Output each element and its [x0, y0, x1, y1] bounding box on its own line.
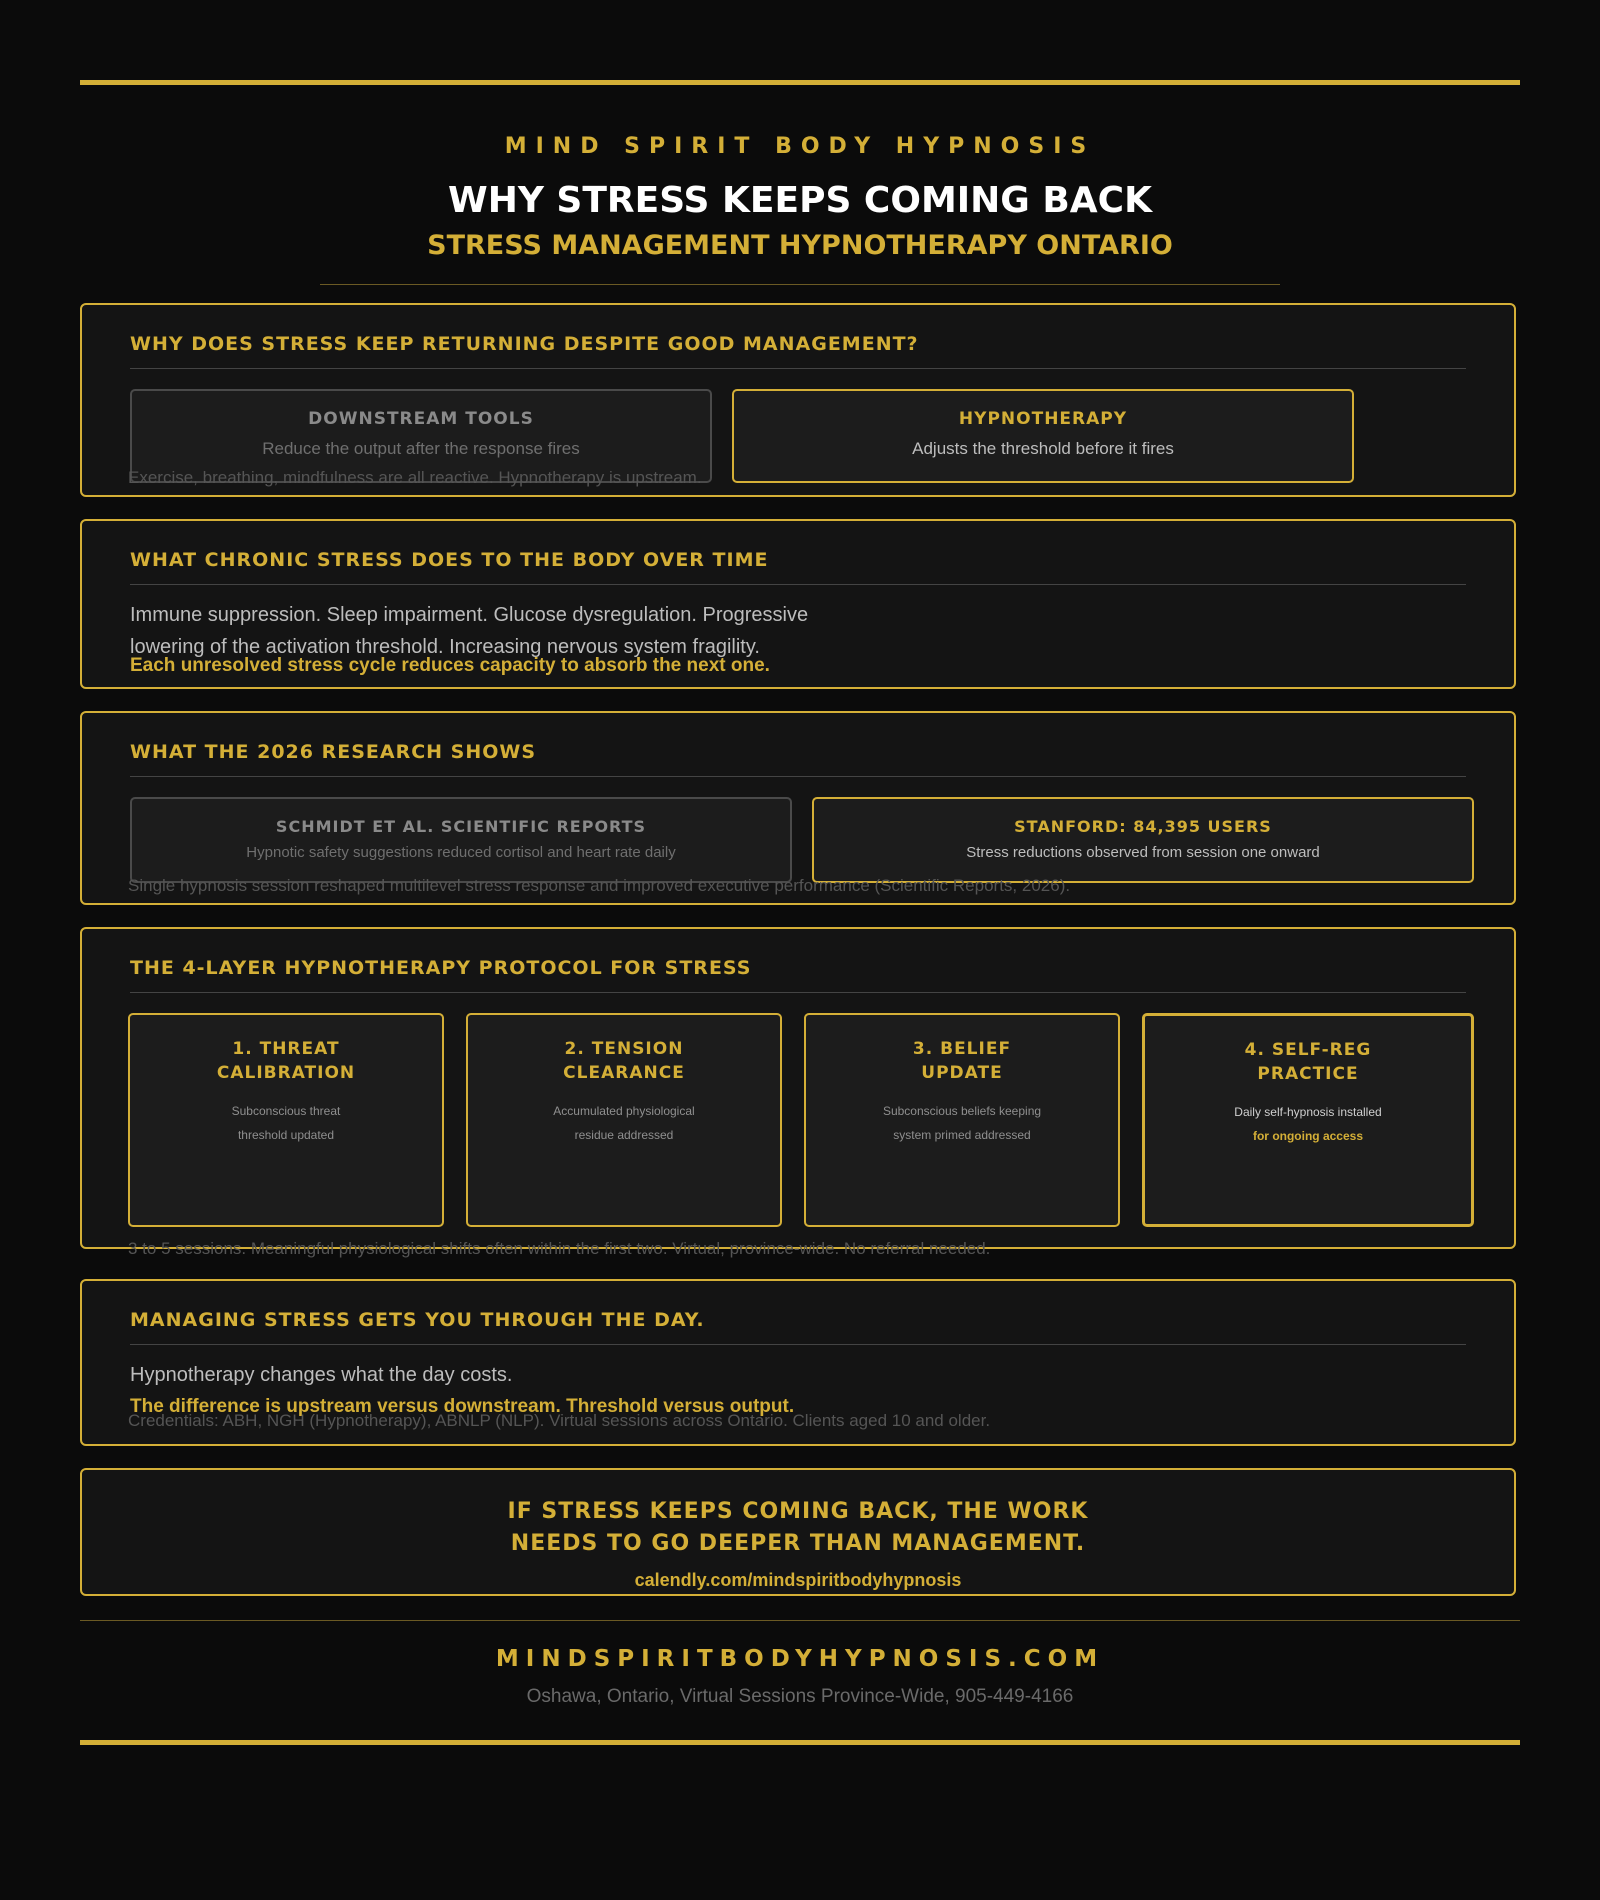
protocol-layer-card: [804, 1013, 1120, 1227]
layer-title: 4. SELF-REG PRACTICE: [1244, 1040, 1372, 1084]
box-title: DOWNSTREAM TOOLS: [308, 409, 534, 429]
section-divider: [130, 992, 1466, 993]
top-accent-bar: [80, 80, 1520, 85]
box-text: Stress reductions observed from session one onward: [966, 844, 1320, 861]
protocol-layer-card: [128, 1013, 444, 1227]
protocol-layer-card: [1142, 1013, 1474, 1227]
layer-title: 1. THREAT CALIBRATION: [216, 1039, 356, 1083]
section-note: Credentials: ABH, NGH (Hypnotherapy), ABNLP (NLP). Virtual sessions across Ontario. Clients aged 10 and older.: [128, 1411, 991, 1430]
highlight-text: The difference is upstream versus downstream. Threshold versus output.: [130, 1396, 795, 1417]
section-heading: WHAT CHRONIC STRESS DOES TO THE BODY OVER TIME: [130, 549, 769, 571]
section-divider: [130, 368, 1466, 369]
box-text: Hypnotic safety suggestions reduced cortisol and heart rate daily: [246, 844, 676, 861]
section-chronic-stress: [80, 519, 1516, 689]
call-to-action-panel: [80, 1468, 1516, 1596]
body-line: lowering of the activation threshold. Increasing nervous system fragility.: [130, 636, 760, 658]
box-title: STANFORD: 84,395 USERS: [1014, 817, 1272, 836]
section-divider: [130, 584, 1466, 585]
bottom-accent-bar: [80, 1740, 1520, 1745]
schmidt-study-box: [130, 797, 792, 883]
section-heading: WHY DOES STRESS KEEP RETURNING DESPITE GOOD MANAGEMENT?: [130, 333, 919, 355]
cta-heading: IF STRESS KEEPS COMING BACK, THE WORK NEEDS TO GO DEEPER THAN MANAGEMENT.: [507, 1499, 1089, 1556]
section-divider: [130, 776, 1466, 777]
section-note: Exercise, breathing, mindfulness are all reactive. Hypnotherapy is upstream.: [128, 468, 702, 487]
layer-title: 2. TENSION CLEARANCE: [563, 1039, 685, 1083]
layer-description: Subconscious beliefs keeping system primed addressed: [882, 1104, 1042, 1142]
header-divider: [320, 284, 1280, 285]
layer-description: Accumulated physiological residue addressed: [553, 1104, 695, 1142]
box-text: Adjusts the threshold before it fires: [912, 439, 1174, 458]
section-note: Single hypnosis session reshaped multilevel stress response and improved executive performance (Scientific Reports, 2026).: [128, 876, 1071, 895]
section-note: 3 to 5 sessions. Meaningful physiological shifts often within the first two. Virtual, province-wide. No referral needed.: [128, 1239, 991, 1258]
website-link[interactable]: MINDSPIRITBODYHYPNOSIS.COM: [495, 1646, 1105, 1672]
layer-description: Subconscious threat threshold updated: [231, 1104, 341, 1142]
section-heading: WHAT THE 2026 RESEARCH SHOWS: [130, 741, 537, 763]
section-heading: MANAGING STRESS GETS YOU THROUGH THE DAY.: [130, 1309, 705, 1331]
page-subtitle: STRESS MANAGEMENT HYPNOTHERAPY ONTARIO: [427, 230, 1173, 261]
section-heading: THE 4-LAYER HYPNOTHERAPY PROTOCOL FOR STRESS: [130, 957, 752, 979]
layer-description: Daily self-hypnosis installed for ongoing access: [1234, 1105, 1382, 1143]
section-protocol: [80, 927, 1516, 1249]
stanford-study-box: [812, 797, 1474, 883]
hypnotherapy-box: [732, 389, 1354, 483]
body-line: Hypnotherapy changes what the day costs.: [130, 1364, 513, 1386]
protocol-layer-card: [466, 1013, 782, 1227]
highlight-text: Each unresolved stress cycle reduces capacity to absorb the next one.: [130, 655, 770, 676]
body-line: Immune suppression. Sleep impairment. Glucose dysregulation. Progressive: [130, 604, 809, 626]
box-text: Reduce the output after the response fires: [262, 439, 580, 458]
footer-divider: [80, 1620, 1520, 1621]
booking-link[interactable]: calendly.com/mindspiritbodyhypnosis: [634, 1570, 962, 1590]
contact-info: Oshawa, Ontario, Virtual Sessions Province-Wide, 905-449-4166: [526, 1686, 1074, 1707]
page-title: WHY STRESS KEEPS COMING BACK: [447, 180, 1152, 221]
layer-title: 3. BELIEF UPDATE: [912, 1039, 1012, 1083]
box-title: SCHMIDT ET AL. SCIENTIFIC REPORTS: [275, 817, 647, 836]
brand-name: MIND SPIRIT BODY HYPNOSIS: [504, 134, 1096, 159]
box-title: HYPNOTHERAPY: [958, 409, 1128, 429]
section-divider: [130, 1344, 1466, 1345]
